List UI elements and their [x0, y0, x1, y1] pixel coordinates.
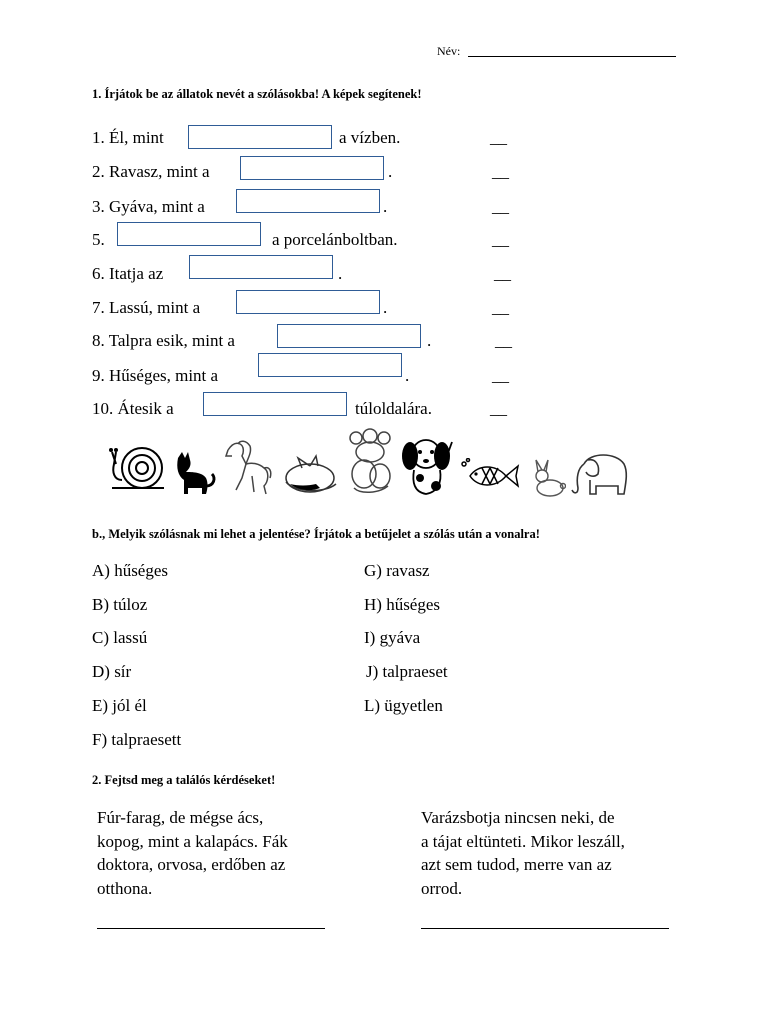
elephant-icon — [570, 448, 632, 498]
proverb-row-9-after: . — [405, 366, 410, 385]
meaning-option-h: H) hűséges — [364, 595, 441, 614]
fox-icon — [280, 452, 342, 496]
meaning-option-l: L) ügyetlen — [364, 696, 443, 715]
cat-icon — [172, 450, 220, 496]
riddle-right-line-4: orrod. — [421, 878, 463, 898]
answer-box-1[interactable] — [188, 125, 332, 149]
letter-blank-7[interactable]: __ — [492, 298, 509, 317]
riddle-left-line-1: Fúr-farag, de mégse ács, — [97, 808, 264, 827]
meaning-option-g: G) ravasz — [364, 561, 430, 580]
proverb-row-6-before: 6. Itatja az — [92, 264, 164, 283]
proverb-row-9-before: 9. Hűséges, mint a — [92, 366, 219, 385]
meaning-option-e: E) jól él — [92, 696, 147, 715]
answer-box-3[interactable] — [236, 189, 380, 213]
name-field-line[interactable] — [468, 56, 676, 57]
proverb-row-10-after: túloldalára. — [355, 399, 432, 418]
proverb-row-3-before: 3. Gyáva, mint a — [92, 197, 205, 216]
meaning-option-j: J) talpraeset — [366, 662, 448, 681]
answer-box-2[interactable] — [240, 156, 384, 180]
meaning-option-d: D) sír — [92, 662, 132, 681]
letter-blank-3[interactable]: __ — [492, 197, 509, 216]
letter-blank-9[interactable]: __ — [492, 366, 509, 385]
riddle-right — [421, 806, 681, 900]
answer-box-8[interactable] — [277, 324, 421, 348]
section-b-heading: b., Melyik szólásnak mi lehet a jelentése? Írjátok a betűjelet a szólás után a vonalra! — [92, 527, 540, 541]
letter-blank-6[interactable]: __ — [494, 264, 511, 283]
answer-box-9[interactable] — [258, 353, 402, 377]
name-label: Név: — [437, 44, 461, 58]
meaning-option-b: B) túloz — [92, 595, 148, 614]
section-2-heading: 2. Fejtsd meg a találós kérdéseket! — [92, 773, 276, 787]
answer-box-5[interactable] — [117, 222, 261, 246]
section-1-heading: 1. Írjátok be az állatok nevét a szólásokba! A képek segítenek! — [92, 87, 422, 101]
proverb-row-1-after: a vízben. — [339, 128, 401, 147]
answer-box-6[interactable] — [189, 255, 333, 279]
riddle-right-line-2: a tájat eltünteti. Mikor leszáll, — [421, 831, 625, 851]
dog-icon — [400, 434, 456, 496]
proverb-row-2-before: 2. Ravasz, mint a — [92, 162, 210, 181]
proverb-row-5-before: 5. — [92, 230, 105, 249]
proverb-row-3-after: . — [383, 197, 388, 216]
riddle-right-line-3: azt sem tudod, merre van az — [421, 855, 612, 874]
meaning-option-a: A) hűséges — [92, 561, 169, 580]
riddle-left-line-2: kopog, mint a kalapács. Fák — [97, 831, 288, 851]
proverb-row-7-after: . — [383, 298, 388, 317]
letter-blank-8[interactable]: __ — [495, 331, 512, 350]
meaning-option-i: I) gyáva — [364, 628, 421, 647]
letter-blank-5[interactable]: __ — [492, 230, 509, 249]
mice-icon — [344, 428, 396, 496]
meaning-option-c: C) lassú — [92, 628, 148, 647]
letter-blank-1[interactable]: __ — [490, 128, 507, 147]
proverb-row-8-after: . — [427, 331, 432, 350]
letter-blank-10[interactable]: __ — [490, 399, 507, 418]
proverb-row-5-after: a porcelánboltban. — [272, 230, 398, 249]
riddle-right-line-1: Varázsbotja nincsen neki, de — [421, 808, 615, 827]
proverb-row-10-before: 10. Átesik a — [92, 399, 174, 418]
proverb-row-7-before: 7. Lassú, mint a — [92, 298, 201, 317]
proverb-row-1-before: 1. Él, mint — [92, 128, 164, 147]
riddle-left-line-4: otthona. — [97, 878, 153, 898]
proverb-row-6-after: . — [338, 264, 343, 283]
riddle-left-answer-line[interactable] — [97, 928, 325, 929]
riddle-left — [97, 806, 347, 900]
proverb-row-2-after: . — [388, 162, 393, 181]
proverb-row-8-before: 8. Talpra esik, mint a — [92, 331, 235, 350]
fish-icon — [460, 458, 524, 494]
snail-icon — [104, 430, 170, 496]
answer-box-10[interactable] — [203, 392, 347, 416]
riddle-right-answer-line[interactable] — [421, 928, 669, 929]
horse-icon — [222, 438, 274, 496]
rabbit-icon — [526, 458, 566, 498]
answer-box-7[interactable] — [236, 290, 380, 314]
meaning-option-f: F) talpraesett — [92, 730, 182, 749]
letter-blank-2[interactable]: __ — [492, 162, 509, 181]
riddle-left-line-3: doktora, orvosa, erdőben az — [97, 855, 286, 874]
